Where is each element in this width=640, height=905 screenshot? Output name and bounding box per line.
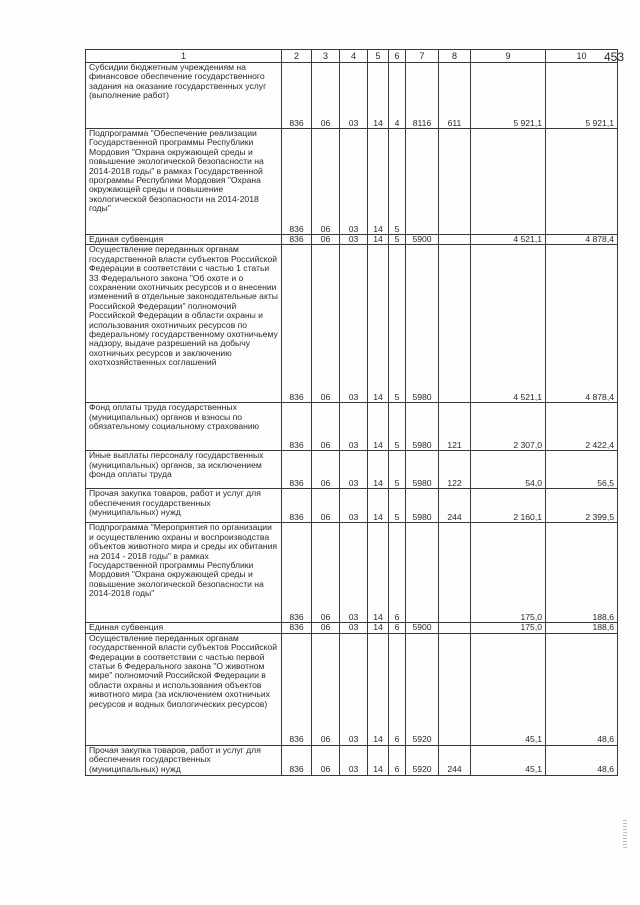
row-name-cell: Осуществление переданных органам государственной власти субъектов Российской Федерации в соответствии с частью первой статьи 6 Федерального закона "О животном мире" полномочий Российской Федерации в области охраны и использования объектов животного мира (за исключением охотничьих ресурсов и водных биологических ресурсов) (86, 633, 282, 745)
table-row (86, 235, 618, 245)
header-cell: 4 (340, 50, 368, 63)
table-row (86, 245, 618, 403)
row-name-cell: Единая субвенция (86, 235, 282, 245)
code-cell: 14 (368, 403, 389, 451)
header-cell: 3 (312, 50, 340, 63)
code-cell (406, 129, 439, 235)
code-cell: 5 (389, 403, 406, 451)
code-cell: 14 (368, 523, 389, 623)
code-cell: 836 (282, 745, 312, 775)
code-cell: 836 (282, 523, 312, 623)
code-cell: 14 (368, 235, 389, 245)
code-cell: 03 (340, 633, 368, 745)
scan-artifact (623, 820, 627, 850)
amount-2019-cell: 5 921,1 (471, 63, 546, 129)
header-cell: 9 (471, 50, 546, 63)
amount-2020-cell: 4 878,4 (546, 245, 618, 403)
code-cell: 06 (312, 745, 340, 775)
code-cell: 14 (368, 63, 389, 129)
table-row (86, 129, 618, 235)
code-cell: 06 (312, 245, 340, 403)
code-cell: 06 (312, 523, 340, 623)
row-name-cell: Иные выплаты персоналу государственных (муниципальных) органов, за исключением фонда оплаты труда (86, 451, 282, 489)
amount-2019-cell: 175,0 (471, 623, 546, 633)
code-cell: 03 (340, 235, 368, 245)
code-cell (439, 129, 471, 235)
code-cell: 5900 (406, 235, 439, 245)
amount-2020-cell: 188,6 (546, 623, 618, 633)
code-cell (439, 623, 471, 633)
code-cell (406, 523, 439, 623)
amount-2020-cell: 5 921,1 (546, 63, 618, 129)
code-cell: 836 (282, 63, 312, 129)
amount-2019-cell: 54,0 (471, 451, 546, 489)
amount-2019-cell (471, 129, 546, 235)
code-cell: 6 (389, 633, 406, 745)
code-cell: 06 (312, 403, 340, 451)
amount-2020-cell: 48,6 (546, 745, 618, 775)
code-cell: 03 (340, 523, 368, 623)
code-cell: 836 (282, 235, 312, 245)
code-cell: 06 (312, 63, 340, 129)
budget-table (85, 49, 618, 776)
code-cell: 611 (439, 63, 471, 129)
code-cell: 836 (282, 129, 312, 235)
code-cell: 836 (282, 489, 312, 523)
code-cell: 06 (312, 489, 340, 523)
table-row (86, 63, 618, 129)
code-cell: 03 (340, 63, 368, 129)
code-cell: 03 (340, 129, 368, 235)
code-cell: 03 (340, 451, 368, 489)
code-cell: 5 (389, 235, 406, 245)
code-cell: 5920 (406, 745, 439, 775)
amount-2019-cell: 2 160,1 (471, 489, 546, 523)
code-cell: 5900 (406, 623, 439, 633)
row-name-cell: Подпрограмма "Обеспечение реализации Государственной программы Республики Мордовия "Охрана окружающей среды и повышение экологической безопасности на 2014-2018 годы" в рамках Государственной программы Республики Мордовия "Охрана окружающей среды и повышение экологической безопасности на 2014-2018 годы" (86, 129, 282, 235)
code-cell: 8116 (406, 63, 439, 129)
header-cell: 6 (389, 50, 406, 63)
amount-2019-cell: 175,0 (471, 523, 546, 623)
code-cell: 14 (368, 745, 389, 775)
table-row (86, 745, 618, 775)
amount-2019-cell: 2 307,0 (471, 403, 546, 451)
code-cell: 03 (340, 623, 368, 633)
header-row (86, 50, 618, 63)
header-cell: 1 (86, 50, 282, 63)
amount-2020-cell: 4 878,4 (546, 235, 618, 245)
row-name-cell: Осуществление переданных органам государственной власти субъектов Российской Федерации в соответствии с частью 1 статьи 33 Федерального закона "Об охоте и о сохранении охотничьих ресурсов и о внесении изменений в отдельные законодательные акты Российской Федерации" полномочий Российской Федерации в области охраны и использования охотничьих ресурсов по федеральному государственному охотничьему надзору, выдаче разрешений на добычу охотничьих ресурсов и заключению охотхозяйственных соглашений (86, 245, 282, 403)
amount-2019-cell: 4 521,1 (471, 245, 546, 403)
row-name-cell: Прочая закупка товаров, работ и услуг для обеспечения государственных (муниципальных) нужд (86, 745, 282, 775)
code-cell: 14 (368, 489, 389, 523)
amount-2020-cell: 2 422,4 (546, 403, 618, 451)
amount-2020-cell: 56,5 (546, 451, 618, 489)
table-row (86, 633, 618, 745)
code-cell: 5 (389, 129, 406, 235)
code-cell (439, 245, 471, 403)
code-cell: 6 (389, 523, 406, 623)
code-cell: 5 (389, 451, 406, 489)
amount-2020-cell (546, 129, 618, 235)
code-cell: 5 (389, 489, 406, 523)
code-cell: 244 (439, 489, 471, 523)
code-cell: 14 (368, 633, 389, 745)
header-cell: 10 (546, 50, 618, 63)
code-cell (439, 235, 471, 245)
row-name-cell: Единая субвенция (86, 623, 282, 633)
code-cell: 06 (312, 633, 340, 745)
code-cell: 5980 (406, 245, 439, 403)
code-cell: 14 (368, 623, 389, 633)
code-cell: 06 (312, 235, 340, 245)
row-name-cell: Подпрограмма "Мероприятия по организации и осуществлению охраны и воспроизводства объектов животного мира и среды их обитания на 2014 - 2018 годы" в рамках Государственной программы Республики Мордовия "Охрана окружающей среды и повышение экологической безопасности на 2014-2018 годы" (86, 523, 282, 623)
header-cell: 7 (406, 50, 439, 63)
code-cell: 14 (368, 129, 389, 235)
row-name-cell: Прочая закупка товаров, работ и услуг для обеспечения государственных (муниципальных) нужд (86, 489, 282, 523)
code-cell: 836 (282, 245, 312, 403)
code-cell: 03 (340, 245, 368, 403)
code-cell: 14 (368, 245, 389, 403)
code-cell: 5 (389, 245, 406, 403)
amount-2020-cell: 188,6 (546, 523, 618, 623)
row-name-cell: Фонд оплаты труда государственных (муниципальных) органов и взносы по обязательному социальному страхованию (86, 403, 282, 451)
amount-2019-cell: 4 521,1 (471, 235, 546, 245)
table-row (86, 623, 618, 633)
code-cell (439, 523, 471, 623)
code-cell: 14 (368, 451, 389, 489)
amount-2019-cell: 45,1 (471, 633, 546, 745)
code-cell: 5980 (406, 489, 439, 523)
code-cell: 5920 (406, 633, 439, 745)
code-cell: 5980 (406, 451, 439, 489)
header-cell: 8 (439, 50, 471, 63)
code-cell: 836 (282, 451, 312, 489)
code-cell: 122 (439, 451, 471, 489)
code-cell: 03 (340, 745, 368, 775)
code-cell (439, 633, 471, 745)
code-cell: 6 (389, 623, 406, 633)
row-name-cell: Субсидии бюджетным учреждениям на финансовое обеспечение государственного задания на оказание государственных услуг (выполнение работ) (86, 63, 282, 129)
header-cell: 2 (282, 50, 312, 63)
code-cell: 03 (340, 403, 368, 451)
code-cell: 6 (389, 745, 406, 775)
header-cell: 5 (368, 50, 389, 63)
code-cell: 06 (312, 129, 340, 235)
table-row (86, 523, 618, 623)
code-cell: 121 (439, 403, 471, 451)
table-row (86, 489, 618, 523)
table-row (86, 403, 618, 451)
code-cell: 836 (282, 403, 312, 451)
page-number: 453 (604, 50, 625, 64)
code-cell: 4 (389, 63, 406, 129)
code-cell: 244 (439, 745, 471, 775)
code-cell: 06 (312, 451, 340, 489)
code-cell: 836 (282, 623, 312, 633)
code-cell: 836 (282, 633, 312, 745)
code-cell: 06 (312, 623, 340, 633)
table-row (86, 451, 618, 489)
amount-2020-cell: 2 399,5 (546, 489, 618, 523)
amount-2019-cell: 45,1 (471, 745, 546, 775)
code-cell: 03 (340, 489, 368, 523)
code-cell: 5980 (406, 403, 439, 451)
amount-2020-cell: 48,6 (546, 633, 618, 745)
